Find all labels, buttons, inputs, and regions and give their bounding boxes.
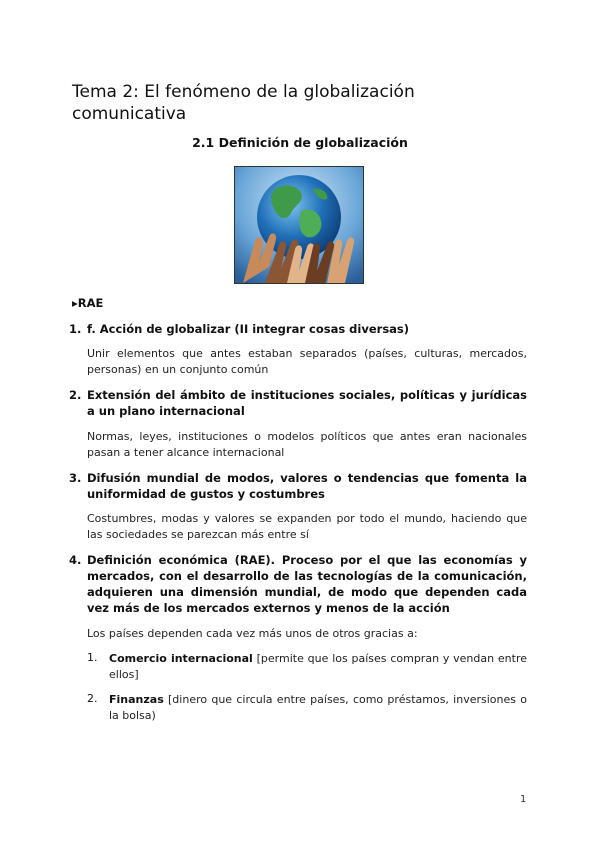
rae-label: ▸RAE — [72, 296, 104, 310]
definition-1-body: Unir elementos que antes estaban separados (países, culturas, mercados, personas) en un conjunto común — [87, 347, 527, 376]
section-heading: 2.1 Definición de globalización — [192, 135, 408, 150]
subitem-2 — [109, 692, 527, 724]
definition-4-number: 4. — [69, 553, 82, 567]
definition-3-body: Costumbres, modas y valores se expanden por todo el mundo, haciendo que las sociedades se parezcan más entre sí — [87, 512, 527, 541]
definition-2-heading-text: Extensión del ámbito de instituciones sociales, políticas y jurídicas a un plano internacional — [87, 388, 527, 418]
definition-3-heading — [69, 470, 527, 502]
definition-4-body: Los países dependen cada vez más unos de otros gracias a: — [87, 627, 418, 640]
definition-3-heading-text: Difusión mundial de modos, valores o tendencias que fomenta la uniformidad de gustos y costumbres — [87, 471, 527, 501]
globe-held-by-hands-image — [234, 166, 364, 284]
definition-3-number: 3. — [69, 471, 82, 485]
subitem-1-term: Comercio internacional — [109, 652, 253, 665]
definition-1-number: 1. — [69, 322, 82, 336]
definition-2-heading — [69, 387, 527, 419]
subitem-1-text: [permite que los países compran y vendan entre ellos] — [109, 652, 527, 681]
definition-1-heading — [69, 321, 527, 337]
definition-4-heading-text: Definición económica (RAE). Proceso por el que las economías y mercados, con el desarrollo de las tecnologías de la comunicación, adquieren una dimensión mundial, de modo que dependen cada vez más de los mercados externos y menos de la acción — [87, 553, 527, 615]
page-number: 1 — [520, 794, 527, 805]
subitem-1 — [109, 651, 527, 683]
subitem-2-term: Finanzas — [109, 693, 164, 706]
subitem-1-number: 1. — [87, 651, 98, 664]
subitem-2-number: 2. — [87, 692, 98, 705]
page-title: Tema 2: El fenómeno de la globalización comunicativa — [72, 82, 415, 124]
definition-1-heading-text: f. Acción de globalizar (II integrar cosas diversas) — [87, 322, 410, 336]
definition-2-body: Normas, leyes, instituciones o modelos políticos que antes eran nacionales pasan a tener alcance internacional — [87, 430, 527, 459]
definition-2-number: 2. — [69, 388, 82, 402]
subitem-2-text: [dinero que circula entre países, como préstamos, inversiones o la bolsa) — [109, 693, 527, 722]
definition-4-heading — [69, 552, 527, 616]
